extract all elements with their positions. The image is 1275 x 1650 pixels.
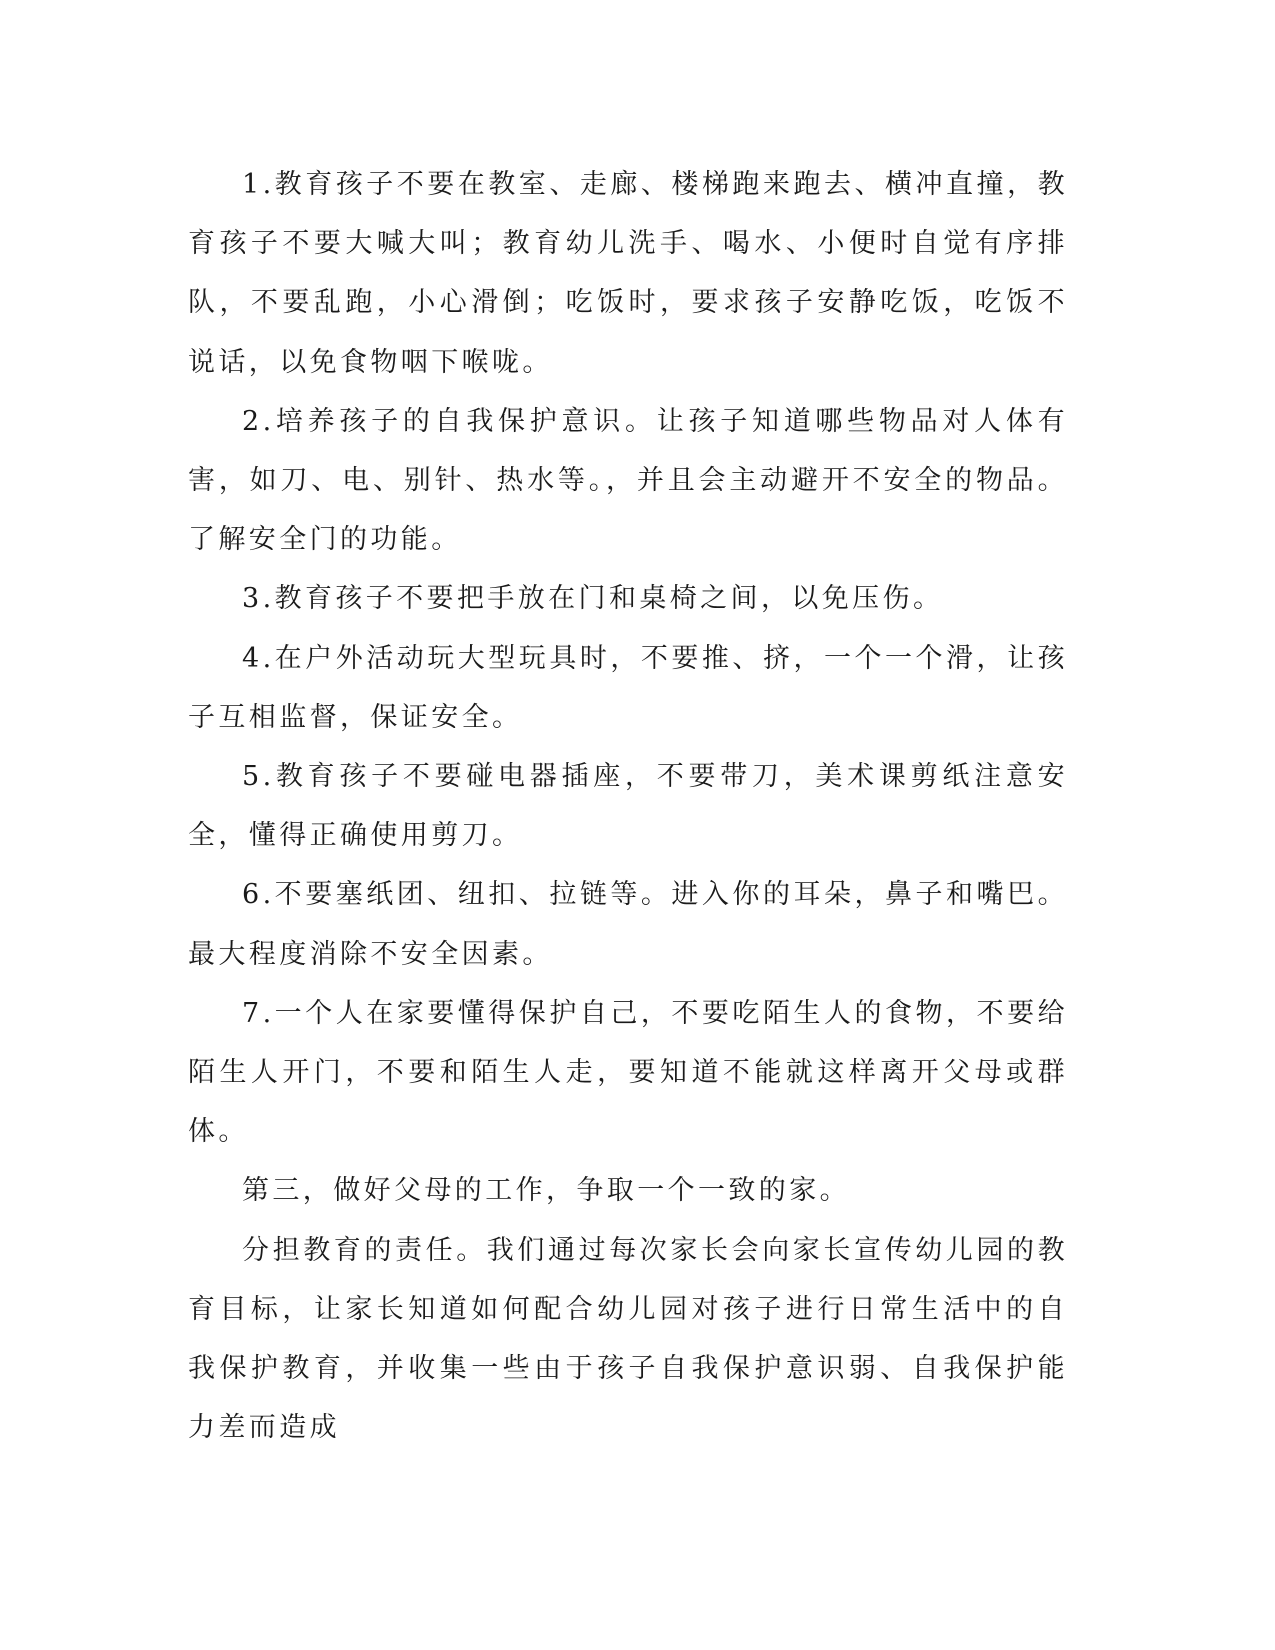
paragraph-item-1: 1.教育孩子不要在教室、走廊、楼梯跑来跑去、横冲直撞，教育孩子不要大喊大叫；教育幼儿洗手、喝水、小便时自觉有序排队，不要乱跑，小心滑倒；吃饭时，要求孩子安静吃饭，吃饭不说话，以免食物咽下喉咙。: [188, 169, 1068, 378]
document-body: [188, 155, 1068, 1457]
paragraph-item-6: 6.不要塞纸团、纽扣、拉链等。进入你的耳朵，鼻子和嘴巴。最大程度消除不安全因素。: [188, 879, 1068, 970]
section-heading-third: 第三，做好父母的工作，争取一个一致的家。: [242, 1175, 850, 1207]
paragraph-shared-responsibility: 分担教育的责任。我们通过每次家长会向家长宣传幼儿园的教育目标，让家长知道如何配合幼儿园对孩子进行日常生活中的自我保护教育，并收集一些由于孩子自我保护意识弱、自我保护能力差而造成: [188, 1234, 1068, 1444]
paragraph-item-2: 2.培养孩子的自我保护意识。让孩子知道哪些物品对人体有害，如刀、电、别针、热水等。，并且会主动避开不安全的物品。了解安全门的功能。: [188, 405, 1068, 556]
paragraph-item-3: 3.教育孩子不要把手放在门和桌椅之间，以免压伤。: [242, 583, 944, 615]
paragraph-item-4: 4.在户外活动玩大型玩具时，不要推、挤，一个一个滑，让孩子互相监督，保证安全。: [188, 642, 1068, 733]
paragraph-item-5: 5.教育孩子不要碰电器插座，不要带刀，美术课剪纸注意安全，懂得正确使用剪刀。: [188, 761, 1068, 852]
paragraph-item-7: 7.一个人在家要懂得保护自己，不要吃陌生人的食物，不要给陌生人开门，不要和陌生人走，要知道不能就这样离开父母或群体。: [188, 997, 1068, 1148]
